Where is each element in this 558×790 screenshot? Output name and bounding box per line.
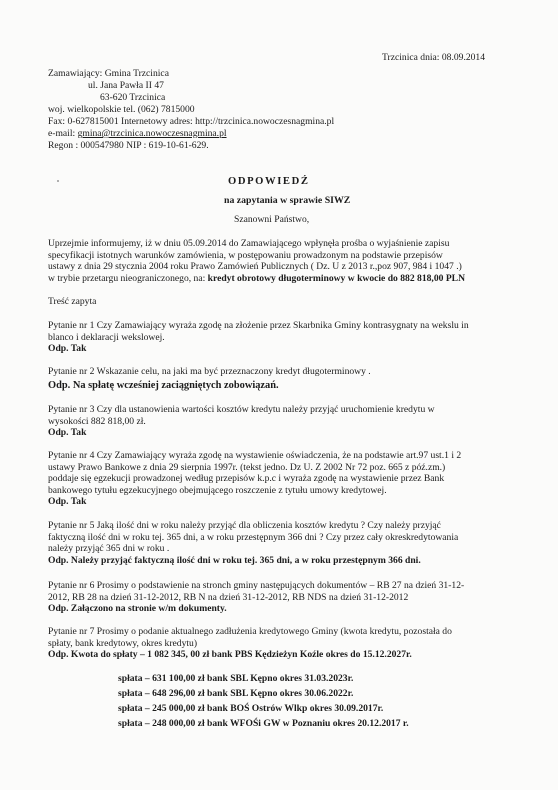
question-text: wysokości 882 818,00 zł. <box>48 415 146 427</box>
questions-heading: Treść zapyta <box>48 296 97 307</box>
question-5 <box>48 520 524 566</box>
question-text: Pytanie nr 7 Prosimy o podanie aktualnego zadłużenia kredytowego Gminy (kwota kredytu, pozostała do <box>48 626 452 637</box>
question-text: blanco i deklaracji wekslowej. <box>48 331 165 343</box>
question-text: należy przyjąć 365 dni w roku . <box>48 543 170 555</box>
question-6 <box>48 580 524 615</box>
question-text: poddaje się egzekucji prowadzonej według przepisów k.p.c i wyraża zgodę na wystawienie przez Bank <box>48 473 445 485</box>
intro-mode: w trybie przetargu nieograniczonego, na: <box>48 272 208 284</box>
question-7 <box>48 626 524 661</box>
intro-subject: kredyt obrotowy długoterminowy w kwocie do 882 818,00 PLN <box>207 272 466 284</box>
regon-nip: Regon : 000547980 NIP : 619-10-61-629. <box>48 140 209 151</box>
question-text: Pytanie nr 6 Prosimy o podstawienie na stronch gminy następujących dokumentów – RB 27 na dzień 31-12- <box>48 580 465 591</box>
answer-text: Odp. Należy przyjąć faktyczną ilość dni w roku tej. 365 dni, a w roku przestępnym 366 dni. <box>48 554 421 566</box>
intro-line <box>48 273 524 285</box>
answer-text: Odp. Tak <box>48 427 87 439</box>
scan-speck <box>57 180 59 182</box>
intro-line: specyfikacji istotnych warunków zamówienia, w postępowaniu prowadzonym na podstawie przepisów <box>48 249 443 261</box>
question-text: spłaty, bank kredytowy, okres kredytu) <box>48 637 198 649</box>
repayment-item: spłata – 648 296,00 zł bank SBL Kępno okres 30.06.2022r. <box>118 688 354 699</box>
answer-text: Odp. Na spłatę wcześniej zaciągniętych zobowiązań. <box>48 379 279 391</box>
question-text: Pytanie nr 3 Czy dla ustanowienia wartości kosztów kredytu należy przyjąć uruchomienie kredytu w <box>48 404 435 415</box>
salutation: Szanowni Państwo, <box>234 214 310 225</box>
intro-line: ustawy z dnia 29 stycznia 2004 roku Prawo Zamówień Publicznych ( Dz. U z 2013 r.,poz 907, 984 i 1047 .) <box>48 261 462 273</box>
voivodeship-phone: woj. wielkopolskie tel. (062) 7815000 <box>48 104 195 115</box>
date-line: Trzcinica dnia: 08.09.2014 <box>382 52 486 63</box>
email-line <box>48 128 227 140</box>
contracting-authority: Zamawiający: Gmina Trzcinica <box>48 68 169 79</box>
answer-text: Odp. Tak <box>48 343 87 355</box>
repayment-item: spłata – 631 100,00 zł bank SBL Kępno okres 31.03.2023r. <box>118 673 354 684</box>
street-address: ul. Jana Pawła II 47 <box>88 80 164 91</box>
question-text: bankowego tytułu egzekucyjnego obejmującego roszczenie z tytułu umowy kredytowej. <box>48 484 387 496</box>
question-2 <box>48 366 524 391</box>
email-label: e-mail: <box>48 128 78 139</box>
question-3 <box>48 404 524 439</box>
intro-line: Uprzejmie informujemy, iż w dniu 05.09.2014 do Zamawiającego wpłynęła prośba o wyjaśnienie zapisu <box>48 238 450 249</box>
question-text: 2012, RB 28 na dzień 31-12-2012, RB N na dzień 31-12-2012, RB NDS na dzień 31-12-2012 <box>48 591 409 603</box>
document-title: ODPOWIEDŹ <box>228 176 310 187</box>
question-text: faktyczną ilość dni w roku tej. 365 dni, a w roku przestępnym 366 dni ? Czy przez cały okreskredytowania <box>48 531 459 543</box>
question-4 <box>48 450 524 508</box>
question-text: Pytanie nr 4 Czy Zamawiający wyraża zgodę na wystawienie oświadczenia, że na podstawie art.97 ust.1 i 2 <box>48 450 462 461</box>
email-link[interactable]: gmina@trzcinica.nowoczesnagmina.pl <box>77 128 227 139</box>
fax-website: Fax: 0-627815001 Internetowy adres: http://trzcinica.nowoczesnagmina.pl <box>48 116 335 127</box>
question-text: Pytanie nr 5 Jaką ilość dni w roku należy przyjąć dla obliczenia kosztów kredytu ? Czy należy przyjąć <box>48 520 441 531</box>
answer-text: Odp. Tak <box>48 496 87 508</box>
repayment-item: spłata – 248 000,00 zł bank WFOŚi GW w Poznaniu okres 20.12.2017 r. <box>118 718 409 729</box>
intro-paragraph <box>48 238 524 284</box>
question-1 <box>48 320 524 355</box>
repayment-item: spłata – 245 000,00 zł bank BOŚ Ostrów Wlkp okres 30.09.2017r. <box>118 703 384 714</box>
question-text: Pytanie nr 1 Czy Zamawiający wyraża zgodę na złożenie przez Skarbnika Gminy kontrasygnaty na wekslu in <box>48 320 469 331</box>
document-subtitle: na zapytania w sprawie SIWZ <box>224 195 351 206</box>
answer-text: Odp. Kwota do spłaty – 1 082 345, 00 zł bank PBS Kędzieżyn Koźle okres do 15.12.2027r. <box>48 649 412 661</box>
postal-code: 63-620 Trzcinica <box>100 92 166 103</box>
question-text: ustawy Prawo Bankowe z dnia 29 sierpnia 1997r. (tekst jedno. Dz U. Z 2002 Nr 72 poz. 665 z póź.zm.) <box>48 461 446 473</box>
question-text: Pytanie nr 2 Wskazanie celu, na jaki ma być przeznaczony kredyt długoterminowy . <box>48 366 371 377</box>
answer-text: Odp. Załączono na stronie w/m dokumenty. <box>48 603 227 615</box>
